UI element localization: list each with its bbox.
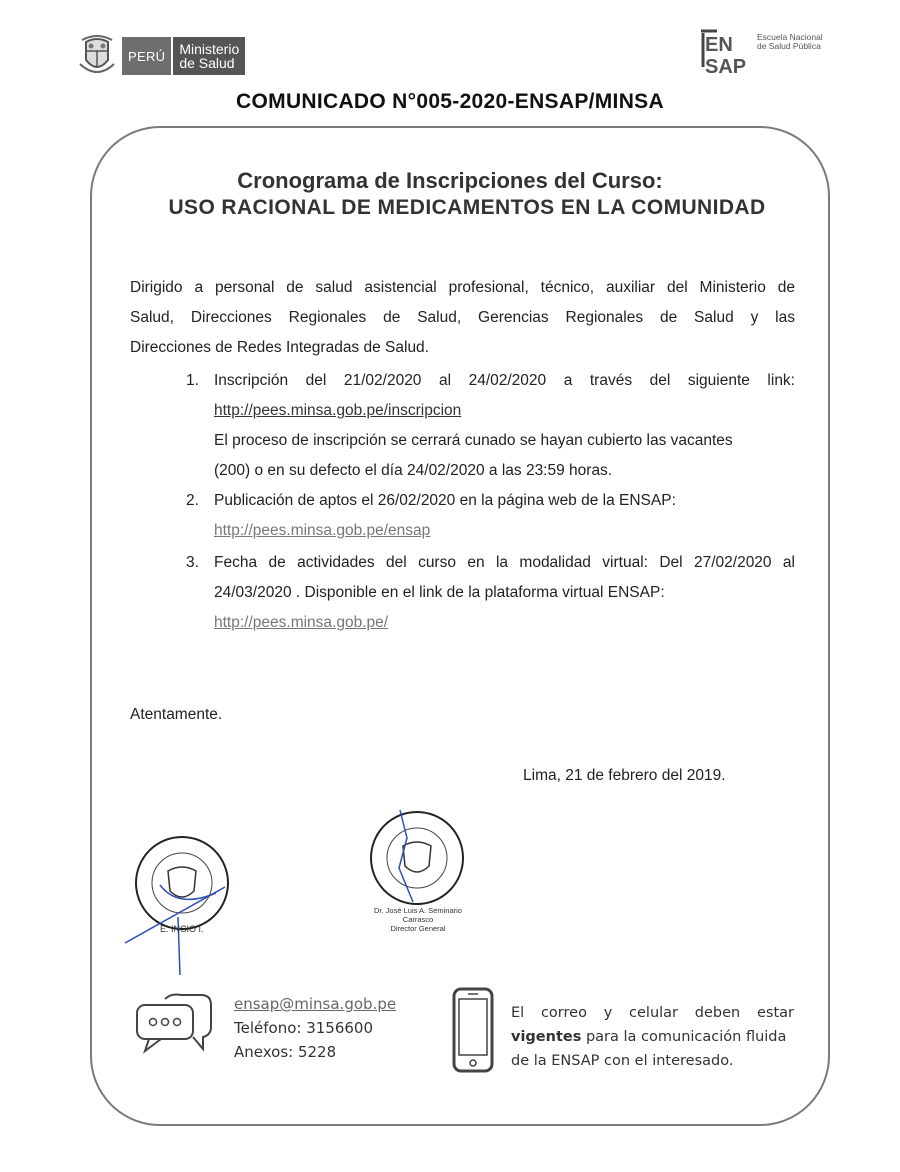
contact-email-link[interactable]: ensap@minsa.gob.pe [234,995,397,1013]
note-line: El correo y celular deben estar [511,1005,794,1021]
director-title: Director General [390,924,446,933]
contact-phone: Teléfono: 3156600 [234,1019,374,1037]
ensap-mark-icon [697,27,755,77]
director-signature-caption [358,906,478,933]
note-bold: vigentes [511,1029,582,1045]
course-heading: Cronograma de Inscripciones del Curso: [237,168,663,193]
ensap-line-1: Escuela Nacional [757,32,823,42]
ensap-line-2: de Salud Pública [757,41,821,51]
ensap-name [757,33,823,51]
ministerio-label [173,37,245,75]
intro-line: Direcciones de Redes Integradas de Salud. [130,339,429,356]
svg-text:SAP: SAP [705,56,747,77]
list-item-text [214,486,795,546]
peru-label: PERÚ [122,37,171,75]
ensap-logo [697,27,823,77]
intro-line: Salud, Direcciones Regionales de Salud, Gerencias Regionales de Salud y las [130,309,795,326]
director-name: Dr. José Luis A. Seminario Carrasco [374,906,462,924]
seal1-label: E. INCIO I. [160,924,204,934]
intro-paragraph [130,273,795,363]
svg-text:EN: EN [705,34,733,56]
plataforma-link[interactable]: http://pees.minsa.gob.pe/ [214,614,389,631]
list-item-text [214,548,795,638]
ministerio-line-2: de Salud [179,55,235,71]
peru-coat-of-arms-icon [78,34,116,78]
note-line: para la comunicación fluida de la ENSAP con el interesado. [511,1029,787,1069]
contact-anexos: Anexos: 5228 [234,1043,337,1061]
chat-bubbles-icon [135,993,213,1065]
item-line: (200) o en su defecto el día 24/02/2020 a las 23:59 horas. [214,462,613,479]
list-number: 3. [186,554,199,571]
comunicado-title: COMUNICADO N°005-2020-ENSAP/MINSA [236,90,664,113]
closing: Atentamente. [130,706,223,723]
ministry-seal-stamp [120,825,245,975]
list-number: 2. [186,492,199,509]
item-line: Publicación de aptos el 26/02/2020 en la página web de la ENSAP: [214,492,676,509]
inscripcion-link[interactable]: http://pees.minsa.gob.pe/inscripcion [214,402,462,419]
item-line: 24/03/2020 . Disponible en el link de la plataforma virtual ENSAP: [214,584,665,601]
mobile-phone-icon [452,987,494,1073]
contact-note [511,1001,794,1073]
contact-info [234,992,396,1064]
item-line: Fecha de actividades del curso en la modalidad virtual: Del 27/02/2020 al [214,554,795,571]
ministerio-line-1: Ministerio [179,41,240,57]
list-number: 1. [186,372,199,389]
list-item-text [214,366,795,486]
minsa-logo [78,34,245,78]
intro-line: Dirigido a personal de salud asistencial profesional, técnico, auxiliar del Ministerio de [130,279,795,296]
item-line: El proceso de inscripción se cerrará cunado se hayan cubierto las vacantes [214,432,733,449]
course-title: USO RACIONAL DE MEDICAMENTOS EN LA COMUNIDAD [168,196,766,219]
item-line: Inscripción del 21/02/2020 al 24/02/2020 a través del siguiente link: [214,372,795,389]
ensap-link[interactable]: http://pees.minsa.gob.pe/ensap [214,522,431,539]
place-date: Lima, 21 de febrero del 2019. [523,767,726,784]
